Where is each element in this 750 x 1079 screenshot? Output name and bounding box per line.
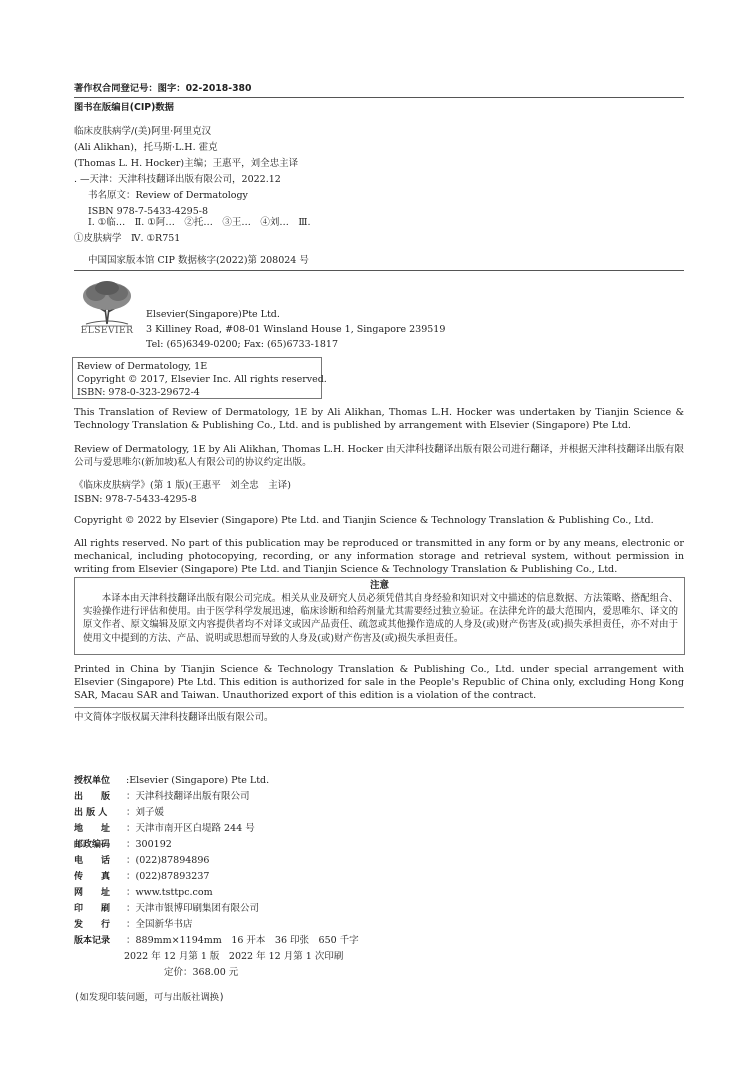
cn-edition-block	[74, 479, 291, 506]
imprint-sep: ：	[126, 871, 136, 882]
cip-subject-block	[74, 216, 311, 245]
imprint-label: 出 版	[74, 792, 111, 802]
original-edition-line: Copyright © 2017, Elsevier Inc. All rights reserved.	[77, 374, 327, 385]
elsevier-logo	[76, 278, 138, 340]
imprint-label: 发 行	[74, 920, 111, 930]
imprint-row	[74, 822, 255, 836]
printed-in-china-statement: Printed in China by Tianjin Science & Technology Translation & Publishing Co., Ltd. under special arrangement with Elsevier (Singapore) Pte Ltd. This edition is authorized for sale in the People's Republic of China only, excluding Hong Kong SAR, Macau SAR and Taiwan. Unauthorized export of this edition is a violation of the contract.	[74, 664, 684, 702]
address-line: 3 Killiney Road, #08-01 Winsland House 1, Singapore 239519	[146, 324, 446, 335]
imprint-label: 传 真	[74, 872, 111, 882]
rights-top-rule	[74, 707, 684, 708]
cip-line: ISBN 978-7-5433-4295-8	[88, 206, 208, 217]
cip-line: 临床皮肤病学/(美)阿里·阿里克汉	[74, 126, 212, 137]
imprint-value: 全国新华书店	[135, 919, 193, 930]
rights-reserved-statement: All rights reserved. No part of this publication may be reproduced or transmitted in any form or by any means, electronic or mechanical, including photocopying, recording, or any information storage and retrieval system, without permission in writing from Elsevier (Singapore) Pte Ltd. and Tianjin Science & Technology Translation & Publishing Co., Ltd.	[74, 538, 684, 576]
cn-edition-line: ISBN: 978-7-5433-4295-8	[74, 494, 197, 505]
imprint-sep: :	[126, 775, 130, 786]
imprint-value: 300192	[135, 839, 172, 850]
copyright-2022: Copyright © 2022 by Elsevier (Singapore) Pte Ltd. and Tianjin Science & Technology Translation & Publishing Co., Ltd.	[74, 515, 654, 526]
cip-line: (Ali Alikhan)，托马斯·L.H. 霍克	[74, 142, 218, 153]
imprint-value: 天津市银博印刷集团有限公司	[135, 903, 260, 914]
elsevier-logo-text: ELSEVIER	[80, 326, 134, 336]
imprint-row	[74, 886, 213, 900]
imprint-value: (022)87893237	[135, 871, 210, 882]
imprint-sep: ：	[126, 791, 136, 802]
imprint-sep: ：	[126, 823, 136, 834]
imprint-row	[74, 902, 259, 916]
translation-statement-en: This Translation of Review of Dermatology, 1E by Ali Alikhan, Thomas L.H. Hocker was undertaken by Tianjin Science & Technology Translation & Publishing Co., Ltd. and is published by arrangement with Elsevier (Singapore) Pte Ltd.	[74, 407, 684, 432]
original-edition-line: Review of Dermatology, 1E	[77, 361, 208, 372]
imprint-price: 定价：368.00 元	[164, 967, 239, 978]
cip-subject-line: ①皮肤病学 Ⅳ. ①R751	[74, 233, 181, 244]
notice-body: 本译本由天津科技翻译出版有限公司完成。相关从业及研究人员必须凭借其自身经验和知识对文中描述的信息数据、方法策略、搭配组合、实验操作进行评估和使用。由于医学科学发展迅速，临床诊断和给药剂量尤其需要经过独立验证。在法律允许的最大范围内，爱思唯尔、译文的原文作者、原文编辑及原文内容提供者均不对译文或因产品责任、疏忽或其他操作造成的人身及(或)财产伤害及(或)损失承担责任，亦不对由于使用文中提到的方法、产品、说明或思想而导致的人身及(或)财产伤害及(或)损失承担责任。	[83, 593, 678, 644]
imprint-row	[74, 838, 172, 852]
imprint-label: 网 址	[74, 888, 111, 898]
notice-box	[74, 577, 685, 655]
imprint-label: 电 话	[74, 856, 111, 866]
imprint-value: www.tsttpc.com	[135, 887, 213, 898]
imprint-label: 地 址	[74, 824, 111, 834]
cip-rule	[74, 270, 684, 271]
footer-note: (如发现印装问题，可与出版社调换)	[74, 992, 225, 1003]
cip-number: 中国国家版本馆 CIP 数据核字(2022)第 208024 号	[88, 255, 309, 266]
address-line: Tel: (65)6349-0200; Fax: (65)6733-1817	[146, 339, 339, 350]
imprint-label: 版本记录	[74, 936, 111, 946]
imprint-label: 邮政编码	[74, 840, 111, 850]
cip-line: . —天津：天津科技翻译出版有限公司，2022.12	[74, 174, 281, 185]
imprint-edition-line: 2022 年 12 月第 1 版 2022 年 12 月第 1 次印刷	[124, 951, 344, 962]
imprint-label: 出 版 人	[74, 808, 108, 818]
imprint-row	[74, 870, 209, 884]
imprint-value: 刘子媛	[135, 807, 165, 818]
imprint-value: 889mm×1194mm 16 开本 36 印张 650 千字	[135, 935, 359, 946]
imprint-row	[74, 934, 359, 948]
cn-edition-line: 《临床皮肤病学》(第 1 版)(王惠平 刘全忠 主译)	[74, 480, 291, 491]
imprint-sep: ：	[126, 919, 136, 930]
cip-line: (Thomas L. H. Hocker)主编；王惠平，刘全忠主译	[74, 158, 299, 169]
elsevier-address	[146, 308, 445, 351]
copyright-registration: 著作权合同登记号：图字：02-2018-380	[74, 83, 252, 94]
imprint-row	[74, 790, 250, 804]
imprint-sep: ：	[126, 903, 136, 914]
imprint-sep: ：	[126, 935, 136, 946]
imprint-sep: ：	[126, 807, 136, 818]
imprint-label: 印 刷	[74, 904, 111, 914]
imprint-row	[74, 918, 193, 932]
translation-statement-cn: Review of Dermatology, 1E by Ali Alikhan, Thomas L.H. Hocker 由天津科技翻译出版有限公司进行翻译，并根据天津科技翻译出版有限公司与爱思唯尔(新加坡)私人有限公司的协议约定出版。	[74, 444, 684, 469]
imprint-sep: ：	[126, 855, 136, 866]
imprint-value: (022)87894896	[135, 855, 210, 866]
imprint-sep: ：	[126, 887, 136, 898]
imprint-value: 天津市南开区白堤路 244 号	[135, 823, 255, 834]
imprint-row	[74, 854, 209, 868]
cip-line: 书名原文：Review of Dermatology	[88, 190, 248, 201]
address-line: Elsevier(Singapore)Pte Ltd.	[146, 309, 280, 320]
cip-heading: 图书在版编目(CIP)数据	[74, 102, 174, 113]
cip-block	[74, 125, 298, 218]
original-edition-line: ISBN: 978-0-323-29672-4	[77, 387, 200, 398]
imprint-sep: ：	[126, 839, 136, 850]
header-rule	[74, 97, 684, 98]
cn-rights-statement: 中文简体字版权属天津科技翻译出版有限公司。	[74, 712, 274, 723]
original-edition-box	[72, 357, 327, 399]
imprint-row	[74, 774, 269, 788]
notice-title: 注意	[369, 580, 389, 591]
imprint-value: Elsevier (Singapore) Pte Ltd.	[129, 775, 270, 786]
cip-subject-line: Ⅰ. ①临… Ⅱ. ①阿… ②托… ③王… ④刘… Ⅲ.	[88, 217, 311, 228]
imprint-row	[74, 806, 164, 820]
imprint-label: 授权单位	[74, 776, 111, 786]
imprint-value: 天津科技翻译出版有限公司	[135, 791, 250, 802]
